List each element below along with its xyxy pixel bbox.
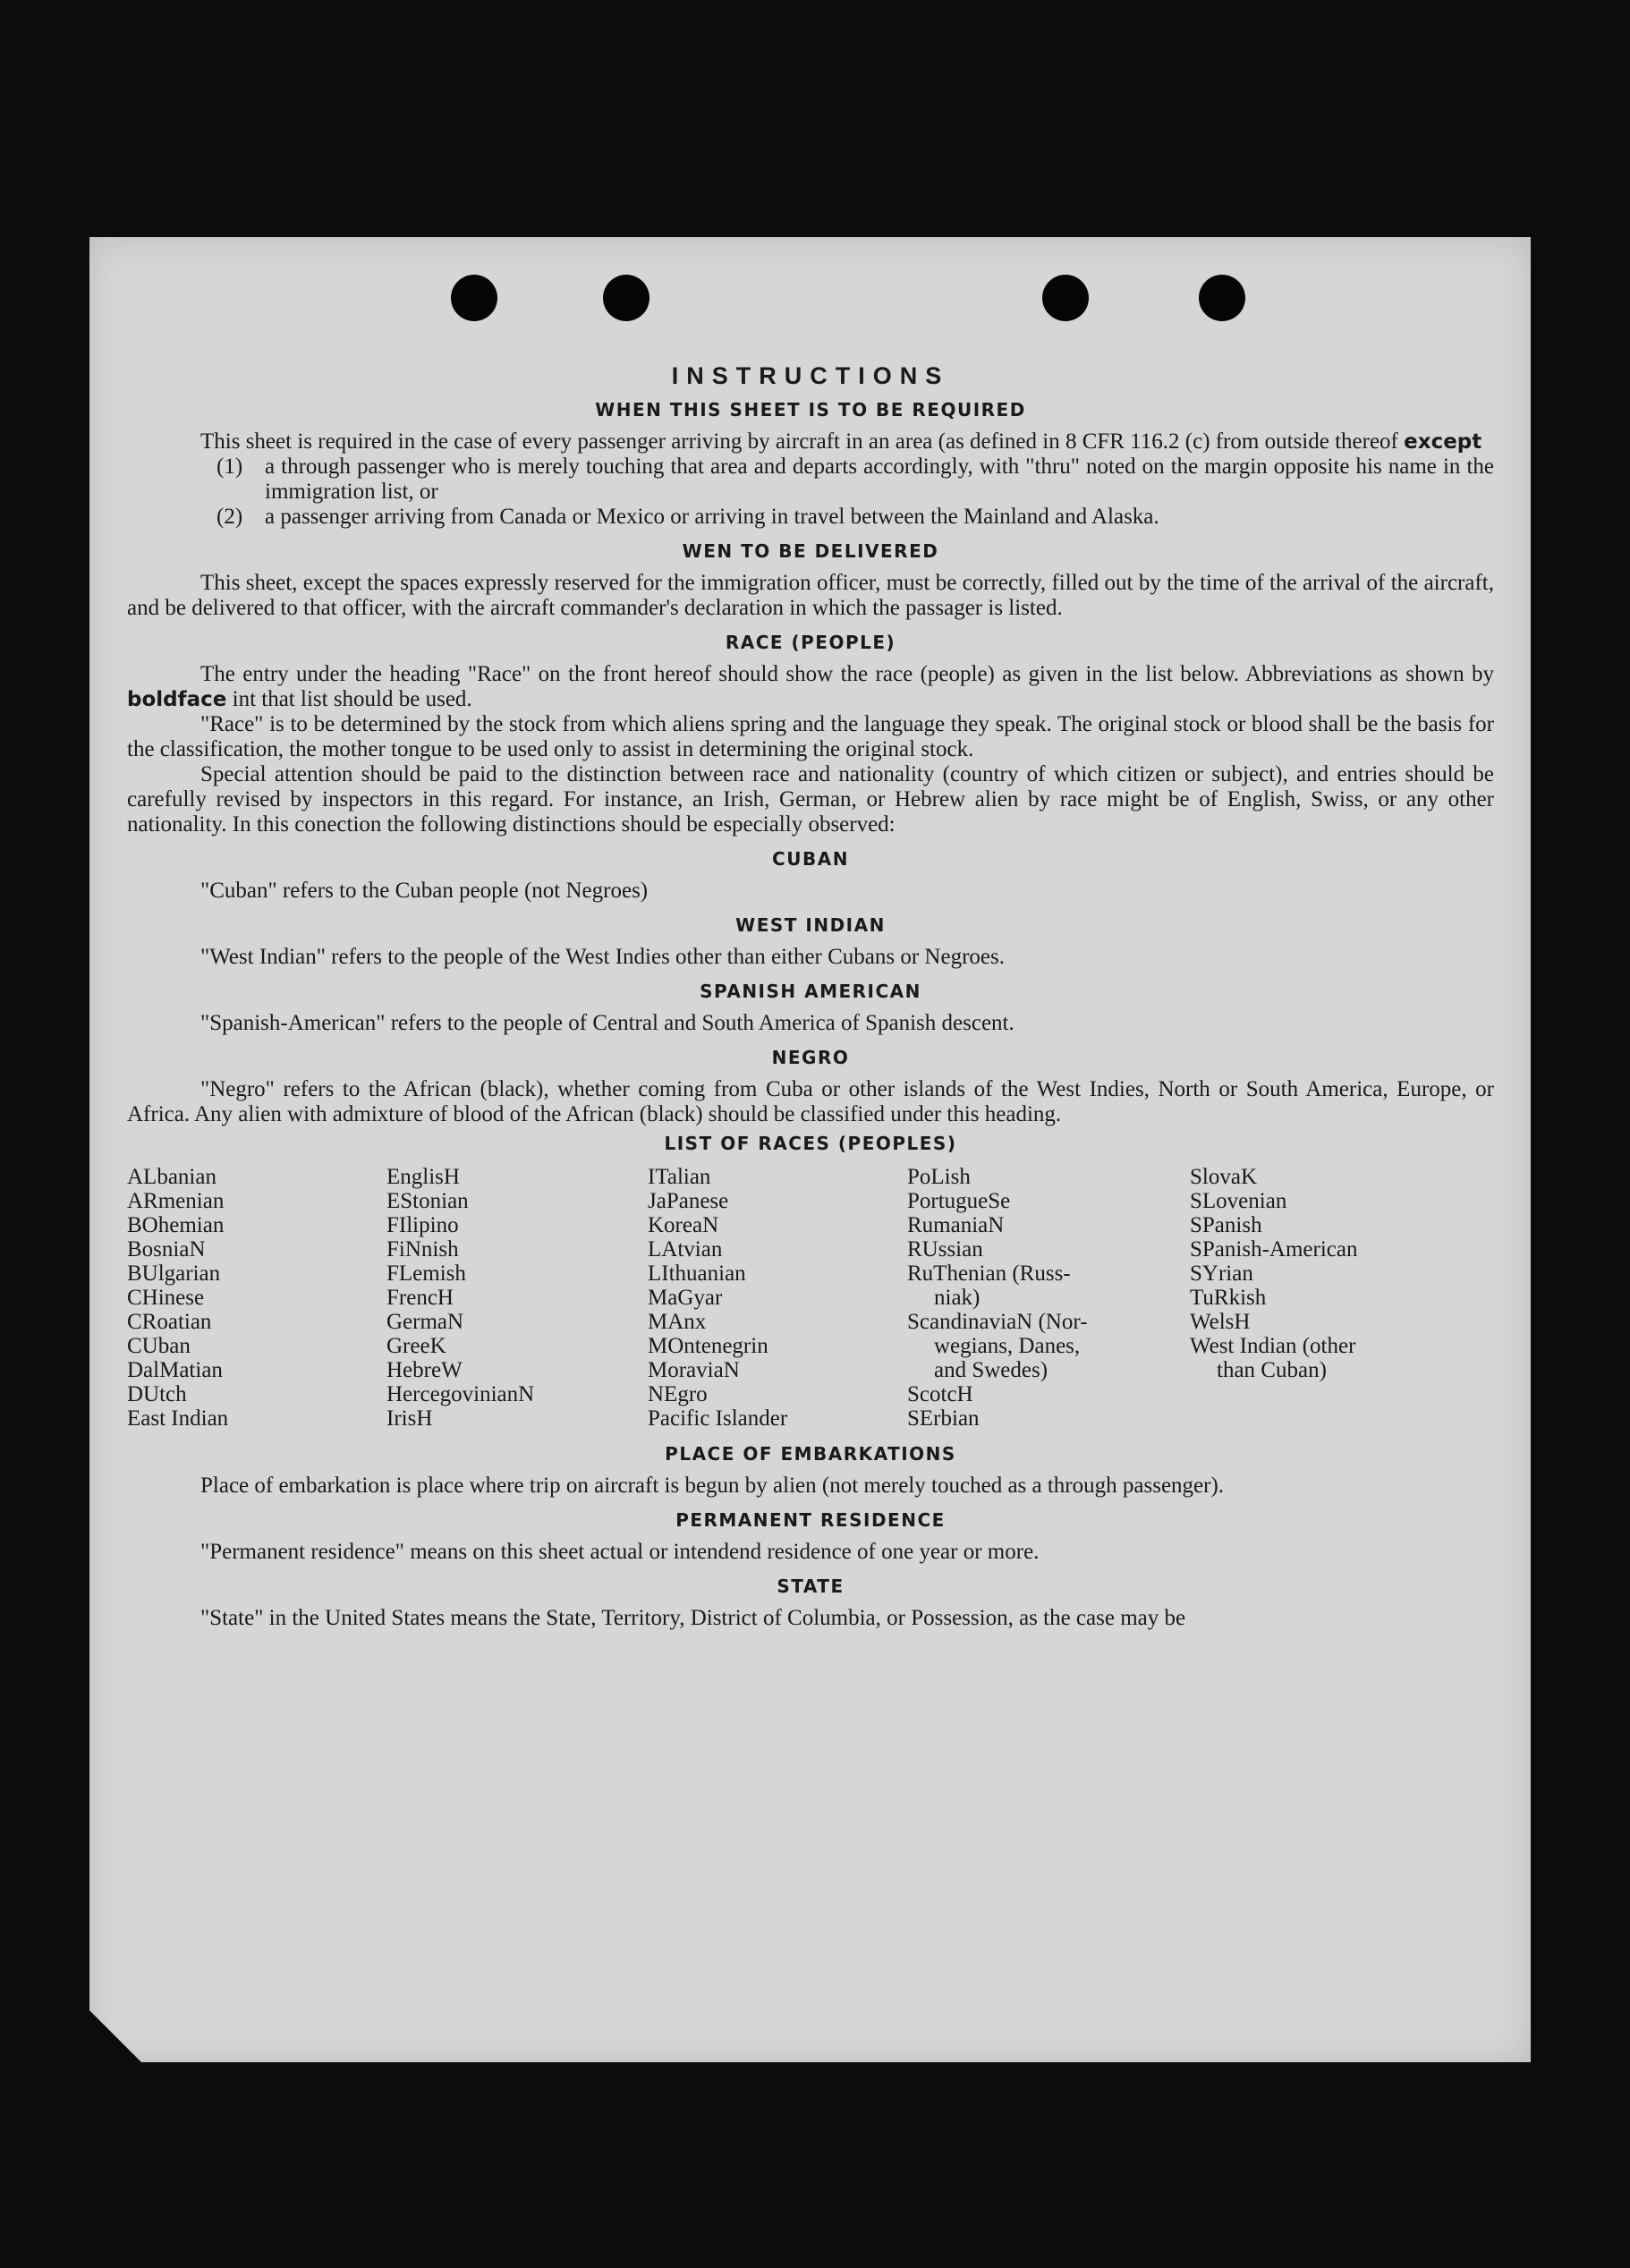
race-entry: HercegovinianN xyxy=(386,1382,535,1406)
state-text: "State" in the United States means the State, Territory, District of Columbia, or Possession, as the case may be xyxy=(200,1606,1186,1630)
race-entry: GreeK xyxy=(386,1334,446,1358)
punch-hole xyxy=(603,275,649,321)
race-entry: SYrian xyxy=(1190,1261,1253,1286)
race-entry: FrencH xyxy=(386,1286,454,1310)
boldface-keyword: boldface xyxy=(127,688,227,711)
race-entry: HebreW xyxy=(386,1358,463,1382)
punch-hole xyxy=(1042,275,1089,321)
race-entry: RUssian xyxy=(907,1237,983,1261)
race-entry: DalMatian xyxy=(127,1358,223,1382)
race-entry: RumaniaN xyxy=(907,1213,1005,1237)
heading-west-indian: WEST INDIAN xyxy=(735,914,886,936)
race-entry: niak) xyxy=(934,1286,981,1310)
race-paragraph-1: The entry under the heading "Race" on the front hereof should show the race (people) as given in the list below. Abbreviations as shown by boldface int that list should be used. xyxy=(127,662,1494,711)
race-entry: West Indian (other xyxy=(1190,1334,1356,1358)
race-entry: DUtch xyxy=(127,1382,187,1406)
race-entry: ITalian xyxy=(648,1165,711,1189)
punch-hole xyxy=(451,275,497,321)
page-title: INSTRUCTIONS xyxy=(671,362,950,389)
race-entry: SPanish-American xyxy=(1190,1237,1358,1261)
race-entry: ARmenian xyxy=(127,1189,225,1213)
race-entry: BOhemian xyxy=(127,1213,225,1237)
delivered-text: This sheet, except the spaces expressly reserved for the immigration officer, must be correctly, filled out by the time of the arrival of the aircraft, and be delivered to that officer, with the aircraft commander's declaration in which the passager is listed. xyxy=(127,571,1494,620)
race-entry: CRoatian xyxy=(127,1310,212,1334)
race-entry: NEgro xyxy=(648,1382,708,1406)
heading-state: STATE xyxy=(777,1576,845,1597)
heading-races-list: LIST OF RACES (PEOPLES) xyxy=(664,1133,957,1154)
race-entry: TuRkish xyxy=(1190,1286,1267,1310)
race-entry: Pacific Islander xyxy=(648,1406,788,1431)
spanish-american-text: "Spanish-American" refers to the people of Central and South America of Spanish descent. xyxy=(200,1011,1015,1035)
race-entry: EStonian xyxy=(386,1189,469,1213)
race-entry: East Indian xyxy=(127,1406,229,1431)
races-list xyxy=(127,1165,1494,1431)
cuban-text: "Cuban" refers to the Cuban people (not Negroes) xyxy=(200,879,649,903)
race-entry: MaGyar xyxy=(648,1286,723,1310)
race-entry: KoreaN xyxy=(648,1213,719,1237)
race-entry: MAnx xyxy=(648,1310,707,1334)
races-column-4 xyxy=(907,1165,1190,1431)
race-entry: PoLish xyxy=(907,1165,971,1189)
required-intro: This sheet is required in the case of every passenger arriving by aircraft in an area (as defined in 8 CFR 116.2 (c) from outside thereof except xyxy=(200,429,1482,454)
embarkation-text: Place of embarkation is place where trip on aircraft is begun by alien (not merely touched as a through passenger). xyxy=(200,1474,1225,1498)
race-entry: SLovenian xyxy=(1190,1189,1287,1213)
race-entry: wegians, Danes, xyxy=(934,1334,1081,1358)
race-entry: SPanish xyxy=(1190,1213,1262,1237)
races-column-1 xyxy=(127,1165,386,1431)
race-entry: PortugueSe xyxy=(907,1189,1011,1213)
heading-delivered: WEN TO BE DELIVERED xyxy=(682,540,939,562)
negro-text: "Negro" refers to the African (black), whether coming from Cuba or other islands of the West Indies, North or South America, Europe, or Africa. Any alien with admixture of blood of the African (black) should be classified under this heading. xyxy=(127,1077,1494,1126)
race-entry: IrisH xyxy=(386,1406,433,1431)
race-entry: ALbanian xyxy=(127,1165,216,1189)
race-entry: MoraviaN xyxy=(648,1358,740,1382)
heading-race: RACE (PEOPLE) xyxy=(725,632,896,653)
race-entry: CUban xyxy=(127,1334,191,1358)
instructions-content xyxy=(127,362,1494,1631)
residence-text: "Permanent residence" means on this sheet actual or intendend residence of one year or more. xyxy=(200,1540,1040,1564)
heading-required: WHEN THIS SHEET IS TO BE REQUIRED xyxy=(595,399,1026,420)
race-entry: FLemish xyxy=(386,1261,466,1286)
west-indian-text: "West Indian" refers to the people of the West Indies other than either Cubans or Negroes. xyxy=(200,945,1005,969)
race-entry: than Cuban) xyxy=(1217,1358,1327,1382)
heading-negro: NEGRO xyxy=(771,1047,850,1068)
exception-item-1: (1) a through passenger who is merely touching that area and departs accordingly, with "thru" noted on the margin opposite his name in the immigration list, or xyxy=(216,454,1494,504)
race-entry: RuThenian (Russ- xyxy=(907,1261,1071,1286)
race-entry: BosniaN xyxy=(127,1237,206,1261)
race-entry: LIthuanian xyxy=(648,1261,746,1286)
heading-residence: PERMANENT RESIDENCE xyxy=(675,1509,946,1531)
race-entry: FIlipino xyxy=(386,1213,459,1237)
race-entry: FiNnish xyxy=(386,1237,459,1261)
race-entry: and Swedes) xyxy=(934,1358,1048,1382)
race-entry: GermaN xyxy=(386,1310,464,1334)
race-entry: SlovaK xyxy=(1190,1165,1257,1189)
race-entry: BUlgarian xyxy=(127,1261,221,1286)
heading-spanish-american: SPANISH AMERICAN xyxy=(700,981,921,1002)
race-entry: EnglisH xyxy=(386,1165,460,1189)
race-entry: ScotcH xyxy=(907,1382,973,1406)
race-entry: CHinese xyxy=(127,1286,205,1310)
races-column-5 xyxy=(1190,1165,1458,1431)
document-page xyxy=(89,237,1531,2062)
race-entry: MOntenegrin xyxy=(648,1334,768,1358)
race-entry: JaPanese xyxy=(648,1189,729,1213)
heading-embarkation: PLACE OF EMBARKATIONS xyxy=(665,1443,956,1465)
races-column-2 xyxy=(386,1165,648,1431)
race-paragraph-3: Special attention should be paid to the distinction between race and nationality (country of which citizen or subject), and entries should be carefully revised by inspectors in this regard. For instance, an Irish, German, or Hebrew alien by race might be of English, Swiss, or any other nationality. In this conection the following distinctions should be especially observed: xyxy=(127,762,1494,837)
race-entry: ScandinaviaN (Nor- xyxy=(907,1310,1088,1334)
race-entry: LAtvian xyxy=(648,1237,723,1261)
punch-hole xyxy=(1199,275,1245,321)
race-entry: WelsH xyxy=(1190,1310,1251,1334)
heading-cuban: CUBAN xyxy=(772,848,849,870)
except-keyword: except xyxy=(1404,430,1482,454)
torn-corner xyxy=(89,2010,141,2062)
race-entry: SErbian xyxy=(907,1406,980,1431)
race-paragraph-2: "Race" is to be determined by the stock from which aliens spring and the language they speak. The original stock or blood shall be the basis for the classification, the mother tongue to be used only to assist in determining the original stock. xyxy=(127,712,1494,761)
races-column-3 xyxy=(648,1165,907,1431)
exception-item-2: (2) a passenger arriving from Canada or Mexico or arriving in travel between the Mainland and Alaska. xyxy=(216,505,1159,529)
